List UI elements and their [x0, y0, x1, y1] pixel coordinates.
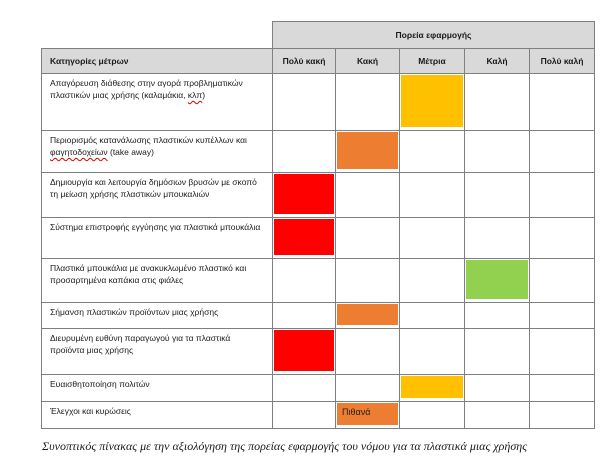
table-row [42, 303, 595, 329]
rating-cell [273, 218, 336, 259]
measure-label [42, 375, 273, 402]
rating-cell [530, 375, 595, 402]
rating-fill [401, 376, 463, 398]
rating-cell [400, 74, 465, 131]
rating-cell [336, 329, 400, 375]
rating-fill [337, 304, 398, 325]
measure-label-text: Έλεγχοι και κυρώσεις [50, 406, 131, 416]
rating-cell [400, 402, 465, 429]
rating-cell [273, 173, 336, 218]
measure-label-text: Σήμανση πλαστικών προϊόντων μιας χρήσης [50, 307, 219, 317]
rating-fill [401, 75, 463, 127]
rating-cell [465, 218, 530, 259]
table-row [42, 402, 595, 429]
rating-cell [273, 74, 336, 131]
table-row [42, 329, 595, 375]
rating-fill [274, 174, 334, 214]
measure-label-text: Ευαισθητοποίηση πολιτών [50, 379, 150, 389]
rating-fill [274, 330, 334, 371]
rating-cell [273, 131, 336, 173]
rating-cell [400, 329, 465, 375]
table-row [42, 218, 595, 259]
level-header: Κακή [336, 49, 400, 74]
measure-label [42, 259, 273, 303]
measure-label [42, 74, 273, 131]
rating-cell [400, 259, 465, 303]
table-row [42, 131, 595, 173]
rating-cell [530, 329, 595, 375]
table-row [42, 375, 595, 402]
rating-cell [465, 131, 530, 173]
rating-cell [465, 74, 530, 131]
rating-cell [400, 131, 465, 173]
rating-cell [465, 329, 530, 375]
measure-label-text: Δημιουργία και λειτουργία δημόσιων βρυσών με σκοπό τη μείωση χρήσης πλαστικών μπουκαλιών [50, 177, 257, 199]
rating-fill [466, 260, 528, 299]
rating-cell [465, 402, 530, 429]
measure-label [42, 402, 273, 429]
rating-fill [337, 132, 398, 169]
rating-cell [336, 303, 400, 329]
level-header: Καλή [465, 49, 530, 74]
rating-fill: Πιθανά [337, 403, 398, 425]
rating-cell [530, 402, 595, 429]
rating-cell [530, 303, 595, 329]
rating-cell [273, 259, 336, 303]
rating-cell [336, 402, 400, 429]
measure-label-text: Διευρυμένη ευθύνη παραγωγού για τα πλαστικά προϊόντα μιας χρήσης [50, 333, 231, 355]
measure-label [42, 329, 273, 375]
rating-cell [336, 375, 400, 402]
measure-label-text: Περιορισμός κατανάλωσης πλαστικών κυπέλλων και φαγητοδοχείων (take away) [50, 135, 247, 157]
measure-label [42, 173, 273, 218]
rating-cell [400, 173, 465, 218]
rating-cell [336, 131, 400, 173]
rating-cell [530, 74, 595, 131]
table-row [42, 74, 595, 131]
rating-cell [465, 259, 530, 303]
blank-corner [42, 22, 273, 49]
level-header: Μέτρια [400, 49, 465, 74]
group-header: Πορεία εφαρμογής [273, 22, 595, 49]
rating-cell [465, 173, 530, 218]
measure-label-text: Σύστημα επιστροφής εγγύησης για πλαστικά μπουκάλια [50, 222, 261, 232]
measure-label [42, 218, 273, 259]
rating-cell [273, 303, 336, 329]
rating-cell [400, 303, 465, 329]
level-header: Πολύ καλή [530, 49, 595, 74]
rating-cell [530, 218, 595, 259]
table-row [42, 259, 595, 303]
table-row [42, 173, 595, 218]
rating-cell [400, 375, 465, 402]
rating-cell [273, 402, 336, 429]
rating-cell [530, 131, 595, 173]
rating-cell [273, 375, 336, 402]
table-caption: Συνοπτικός πίνακας με την αξιολόγηση της πορείας εφαρμογής του νόμου για τα πλαστικά μιας χρήσης [42, 439, 528, 453]
rating-cell [465, 303, 530, 329]
assessment-table [41, 21, 595, 429]
level-header: Πολύ κακή [273, 49, 336, 74]
rating-cell [465, 375, 530, 402]
rating-cell [530, 259, 595, 303]
category-header: Κατηγορίες μέτρων [42, 49, 273, 74]
rating-cell [400, 218, 465, 259]
rating-cell [336, 74, 400, 131]
rating-cell [273, 329, 336, 375]
rating-fill [274, 219, 334, 255]
measure-label [42, 131, 273, 173]
measure-label [42, 303, 273, 329]
rating-cell [336, 218, 400, 259]
rating-cell [530, 173, 595, 218]
measure-label-text: Απαγόρευση διάθεσης στην αγορά προβληματικών πλαστικών μιας χρήσης (καλαμάκια, κλπ) [50, 78, 243, 100]
rating-cell [336, 173, 400, 218]
measure-label-text: Πλαστικά μπουκάλια με ανακυκλωμένο πλαστικό και προσαρτημένα καπάκια στις φιάλες [50, 263, 247, 285]
rating-cell [336, 259, 400, 303]
